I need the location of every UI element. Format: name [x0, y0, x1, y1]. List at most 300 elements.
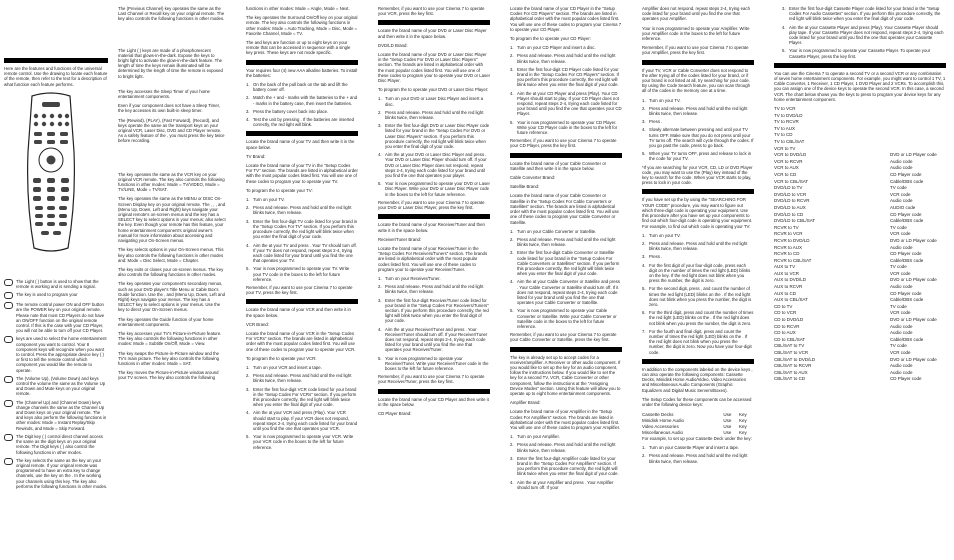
step-text: Your is now programmed to operate your DVD or Laser Disc Player. Write your DVD or Laser Disc Player code in the boxes to the left for future reference. [385, 181, 490, 197]
step-item [510, 237, 622, 247]
column-cd-cable-amp [510, 6, 622, 493]
step-text: The (Volume Up), (Volume Down) and keys control the volume the same as the Volume Up and Down and Mute keys on your original remote. [16, 375, 106, 397]
step-number: 2. [510, 442, 514, 448]
step-number: 3. [510, 66, 514, 72]
mode-code-type: CD Player code [890, 376, 922, 382]
mode-code-type: Cable/DBS code [890, 336, 924, 342]
step-number: 5. [510, 119, 514, 125]
key-desc: The key swaps the Picture-in-Picture window and the TV's main picture. The key also controls the following functions in other modes: Mode = SAT. [118, 350, 220, 366]
mode-assign-body: You can use the Cinema 7 to operate a second TV or a second VCR or any combination of seven home entertainment components. For example, you might want to control 1 TV, 1 Cable Converter, 1 Receiver, 1 CD Player, 1 DVD Player and 2 VCRs. To accomplish this, you can assign one of the device keys to operate the second VCR. In this case, a second VCR. The chart below shows you the keys to press to program your device keys for any home entertainment component. [774, 70, 946, 102]
step-text: The (Channel Up) and (Channel Down) keys change channels the same as the Channel Up and Down keys on your original remote. The and keys also perform the following functions in other modes: Mode = Instant Replay/Skip Rewinds, and Mode = Skip Forward. [16, 399, 107, 431]
mode-keys [832, 165, 888, 170]
step-number: 4. [246, 410, 250, 416]
step-item [378, 298, 490, 324]
dvd-intro: Locate the brand name of your DVD or Laser Disc Player and then write it in the space below. [378, 28, 487, 39]
step-item [642, 98, 754, 103]
step-number: 7. [642, 328, 646, 334]
mode-name: DVD/LD to RCVR [774, 198, 810, 204]
features-list [4, 279, 108, 489]
assign-body: In addition to the components labeled on the device keys , can also operate the following components: Cassette Decks, Minidisk Home Audio/Video, Video Accessories and Miscellaneous Audio Components (Graphic Equalizers and Digital Music Servers/Boxes). [642, 366, 753, 393]
step-number: 1. [246, 197, 250, 203]
vcr-body: Locate the brand name of your VCR in the "Setup Codes For VCRs" section. The brands are listed in alphabetical order with the most popular codes listed first. You will use one of these codes to program your to operate your VCR. [246, 330, 356, 352]
mode-code-type: CD Player code [890, 171, 922, 177]
section-bar [642, 359, 754, 364]
mode-name: VCR to CD [774, 171, 797, 177]
mode-code-type: DVD or LD Player code [890, 356, 937, 362]
table-cell: Cassette Decks [642, 411, 674, 417]
step-text: Aim the at your Cassette Player and press (Play). Your Cassette Player should play tape. If your Cassette Player does not respond, repeat steps 2-4, trying each code listed for your brand until you find the one that operates your Cassette Player. [789, 24, 944, 46]
step-item [642, 286, 754, 307]
step-number: 2. [378, 109, 382, 115]
step-item [782, 25, 946, 46]
step-text: Turn on your TV. [649, 232, 681, 238]
mode-keys [832, 231, 888, 236]
mode-name: TV to AUX [774, 125, 796, 131]
section-bar [642, 189, 754, 194]
mode-code-type: VCR code [890, 350, 911, 356]
mode-code-type: VCR code [890, 310, 911, 316]
step-text: The key is used to program your [16, 292, 78, 298]
step-item [4, 400, 108, 431]
mode-name: TV to VCR [774, 106, 796, 112]
table-cell: Use [723, 430, 732, 436]
table-cell: Miscellaneous Audio [642, 430, 684, 436]
section-bar [774, 63, 946, 68]
column-batteries-tv-vcr [246, 6, 358, 453]
step-number: 4. [642, 262, 646, 268]
step-item [642, 254, 754, 259]
key-symbol-icon [4, 336, 13, 343]
mode-code-type: Audio code [890, 198, 913, 204]
step-text: Turn on your Cassette Player and insert a tape. [649, 445, 740, 451]
step-number: 4. [510, 479, 514, 485]
mode-keys [832, 205, 888, 210]
mode-keys [832, 376, 888, 381]
table-cell: Key [738, 424, 747, 430]
step-text: Enter the first four-digit TV code listed for your brand in the "Setup Codes For TV" section. If you perform this procedure correctly, the red light will blink twice when you enter the final digit of your code. [253, 218, 358, 240]
dvd-prog: To program the to operate your DVD or Laser Disc Player: [378, 87, 489, 93]
mode-code-type: AUDIO code [890, 204, 916, 210]
step-text: For the first digit of your four-digit code, press each digit on the number of times the red light (LED) blinks on the key. If the red light does not blink when you press the number, the digit is zero. [649, 262, 751, 284]
key-desc: The key operates the Guide function of your home entertainment components. [118, 316, 214, 327]
section-bar [642, 60, 754, 65]
step-text: Your is now programmed to operate your VCR. Write your VCR code in the boxes to the left for future reference. [253, 434, 354, 450]
step-text: Press and release. Press and hold until the red light blinks twice, then release. [385, 109, 484, 121]
mode-code-type: TV code [890, 185, 907, 191]
mode-code-type: Audio code [890, 158, 913, 164]
step-text: Press and release. Press and hold until the red light blinks twice, then release. [385, 284, 484, 295]
step-item [246, 219, 358, 240]
mode-name: AUX to VCR [774, 270, 800, 276]
step-number: 1. [378, 96, 382, 102]
mode-keys [832, 350, 888, 355]
find-body: If you have set up the by using the "SEARCHING FOR YOUR CODE" procedure, you may want to figure out which three-digit code is operating your equipment. Use this procedure after you have set up your components to find out which four-digit code is operating your equipment. For example, to find out which code is operating your TV: [642, 197, 753, 229]
step-text: Turn on your Receiver/Tuner. [385, 275, 441, 281]
step-item [246, 410, 358, 431]
step-item [378, 181, 490, 197]
step-item [642, 119, 754, 124]
cd-brand-line: CD Player Brand: [378, 410, 412, 416]
mode-keys [832, 119, 888, 124]
table-cell: Video Accessories [642, 424, 679, 430]
step-number: 2. [510, 53, 514, 59]
step-item [642, 310, 754, 326]
step-text: Enter the first four-digit Cable Converter or Satellite code listed for your brand in the "Setup Codes For Cable Converters or Satellites" section. If you perform this procedure correctly, the red light will blink twice when you enter the final digit of your code. [517, 250, 620, 277]
step-number: 4. [642, 127, 646, 133]
key-symbol-icon [4, 400, 13, 407]
step-item [4, 434, 108, 455]
step-text: Aim the at your Receiver/Tuner and press . Your Receiver/Tuner should turn off. If your Receiver/Tuner does not respond, repeat steps 2-4, trying each code listed for your brand until you find the one that operates your Receiver/Tuner. [385, 326, 488, 353]
step-text: Your is now programmed to operate your Cable Converter or Satellite. Write your Cable Converter or Satellite code in the boxes to the left for future reference. [517, 308, 617, 329]
mode-keys [832, 317, 888, 322]
step-text: Enter the first four-digit DVD or Laser Disc Player code listed for your brand in the "Setup Codes For DVD or Laser Disc Players" section. If you perform this procedure correctly, the red light will blink twice when you enter the final digit of your code. [385, 123, 490, 150]
step-item [4, 336, 108, 372]
step-text: Your is now programmed to operate your CD Player. Write your CD Player code in the boxes to the left for future reference. [517, 119, 618, 136]
mode-keys [832, 370, 888, 375]
step-number: 3. [246, 386, 250, 392]
search-note: *If you are searching for your VCR, CD, LD or DVD Player code, you may want to use the (Play) key instead of the key to search for the code. When your VCR starts to play, press to lock in your code. [642, 164, 753, 186]
key-symbol-icon [4, 458, 13, 465]
step-text: Press . [649, 254, 663, 260]
mode-code-type: DVD or LD Player code [890, 152, 937, 158]
mode-name: TV to RCVR [774, 119, 799, 125]
step-item [246, 243, 358, 264]
step-item [4, 376, 108, 397]
step-item [510, 442, 622, 452]
step-number: 4. [510, 90, 514, 96]
step-text: Enter the first four-digit CD Player code listed for your brand in the "Setup Codes For CD Players" section. If you perform this procedure correctly, the red light will blink twice when you enter the final digit of your code. [517, 66, 619, 88]
step-text: For the second digit, press , and count the number of times the red light (LED) blinks on the . If the red light does not blink when you press the number, the digit is zero. [649, 286, 752, 307]
table-cell: Use [723, 417, 732, 423]
mode-name: TV to CD [774, 132, 793, 138]
step-number: 2. [642, 453, 646, 459]
mode-code-type: Audio code [890, 323, 913, 329]
search-body: If your TV, VCR or Cable Converter does not respond to the after trying all of the codes listed for your brand, or if your brand is not listed at all, try searching for your code. By using the Code Search feature, you can scan through all of the codes in the memory one at a time. [642, 67, 750, 94]
vcr-intro: Locate the brand name of your VCR and then write it in the space below. [246, 307, 351, 318]
mode-name: AUX to CD [774, 290, 797, 296]
step-number: 5. [510, 308, 514, 314]
mode-keys [832, 271, 888, 276]
step-item [246, 373, 358, 383]
step-text: Press and release. Press and hold until the red light blinks twice, then release. [517, 53, 616, 64]
step-number: 3. [378, 123, 382, 129]
step-text: Press the battery cover back into place. [253, 108, 329, 114]
step-text: Press and release. Press and hold until the red light blinks twice, then release. [649, 240, 748, 252]
step-number: 3. [378, 297, 382, 303]
features-intro: Here are the features and functions of the universal remote control. Use the drawing to locate each feature of the remote, then refer to the text for a description of what function each feature performs. [4, 66, 108, 87]
mode-keys [832, 284, 888, 289]
step-item [378, 123, 490, 149]
step-item [4, 458, 108, 489]
recv-remember: Remember, if you want to use your Cinema 7 to operate your Receiver/Tuner, press the key first. [378, 374, 485, 385]
mode-name: DVD/LD to CBL/SAT [774, 218, 816, 224]
step-number: 1. [510, 45, 514, 51]
mode-code-type: TV code [890, 224, 907, 230]
step-item [642, 453, 754, 463]
step-number: 1. [378, 275, 382, 281]
mode-code-type: DVD or LD Player code [890, 277, 937, 283]
cassette-steps [774, 6, 946, 59]
step-item [510, 279, 622, 305]
mode-name: CBL/SAT to VCR [774, 350, 809, 356]
sat-brand-line: Satellite Brand: [510, 184, 540, 190]
step-number: 3. [246, 218, 250, 224]
key-symbol-icon [4, 376, 13, 383]
cd-prog: To program the to operate your CD Player: [510, 36, 591, 42]
step-number: 5. [378, 355, 382, 361]
step-number: 5. [642, 151, 646, 157]
table-cell: Use [723, 411, 732, 417]
step-text: Match the + and - marks with the batteries to the + and - marks in the battery case, then insert the batteries. [253, 95, 358, 106]
step-text: Enter the first four-digit Amplifier code listed for your brand in the "Setup Codes For Amplifiers" section. If you perform this procedure correctly, the red light will blink twice when you enter the final digit of your code. [517, 455, 619, 477]
step-text: The Digit key ( ) control direct channel access the same as the digit keys on your original remote. The Digit keys ( ) also control the following functions in other modes. [16, 433, 103, 455]
table-cell: Minidisk Home Audio [642, 417, 685, 423]
step-text: When your TV turns OFF, press and release to lock in the code for your TV. [649, 151, 752, 162]
step-item [782, 48, 946, 58]
step-item [246, 365, 358, 370]
step-item [510, 120, 622, 136]
cd-body: Locate the brand name of your CD Player in the "Setup Codes For CD Players" section. The brands are listed in alphabetical order with the most popular codes listed first. You will use one of these codes to program your Cinema 7 to operate your CD Player. [510, 6, 622, 32]
mode-name: RCVR to TV [774, 224, 799, 230]
mode-code-type: Audio code [890, 284, 913, 290]
key-desc: The key exits or closes your on-screen menus. The key also controls the following functions in other modes. [118, 266, 224, 278]
mode-code-type [890, 106, 946, 111]
column-search-assign [642, 6, 754, 467]
dvd-body: Locate the brand name of your DVD or Laser Disc Player in the "Setup Codes For DVD or Laser Disc Players" section. The brands are listed in alphabetical order with the most popular codes listed first. You will use one of these codes to program your to operate your DVD or Laser Disc Player. [378, 52, 491, 84]
step-item [246, 205, 358, 215]
step-item [510, 456, 622, 477]
mode-name: CD to RCVR [774, 323, 800, 329]
mode-keys [832, 343, 888, 348]
step-text: Turn on your DVD or Laser Disc Player and insert a disc. [385, 96, 483, 107]
step-number: 1. [510, 228, 514, 234]
mode-name: TV to CBL/SAT [774, 139, 805, 145]
step-item [510, 250, 622, 276]
step-number: 3. [246, 108, 250, 114]
mode-name: CD to TV [774, 303, 793, 309]
mode-code-type: Audio code [890, 363, 913, 369]
mode-name: CD to DVD/LD [774, 317, 804, 323]
battery-steps [246, 82, 358, 127]
step-item [510, 91, 622, 117]
mode-code-type: Cable/DBS code [890, 257, 924, 263]
step-text: keys are used to select the home entertainment component you want to control. Your 8 component keys will recognize when you want to control. Press the appropriate device key ( ) or first to tell the remote control which component you would like the remote to operate. [16, 336, 107, 373]
mode-name: RCVR to AUX [774, 244, 803, 250]
step-item [510, 229, 622, 234]
step-item [246, 197, 358, 202]
mode-code-type: CD Player code [890, 290, 922, 296]
mode-keys [832, 185, 888, 190]
key-desc: The key moves the Picture-in-Picture window around your TV screen. The key also controls the following [118, 370, 219, 381]
dvd-brand-line: DVD/LD Brand: [378, 42, 408, 48]
cable-intro: Locate the brand name of your Cable Converter or Satellite and then write it in the space below. [510, 160, 607, 171]
step-item [510, 53, 622, 63]
assign-example: For example, to set up your Cassette Deck under the key: [642, 436, 752, 441]
step-number: 2. [642, 240, 646, 246]
key-desc: The (Rewind), (PLAY), (Fast Forward), (Record), and keys operate the same as the transport keys on your original VCR, Laser Disc, DVD and CD Player remote. As a safety feature of the , you must press the key twice before recording. [118, 117, 225, 144]
amp-body: The key is already set up to accept codes for a receiver/amplifier. A Receiver or other audio component. If you would like to set up the key for an audio component, follow the instructions below. If you would like to set the key for a second TV, VCR, Cable Converter or other component, follow the instructions at the "Assigning Device Modes" section. Using this feature will allow you to operate up to eight home entertainment components. [510, 354, 621, 396]
step-text: Aim the at your VCR and press (Play). Your VCR should start to play. If your VCR does not respond, repeat steps 2-4, trying each code listed for your brand until you find the one that operates your VCR. [253, 410, 358, 431]
mode-keys [832, 126, 888, 131]
step-number: 5. [782, 48, 786, 54]
cd-remember: Remember, if you want to use your Cinema 7 to operate your CD Player, press the key first. [510, 138, 617, 149]
section-bar [378, 214, 490, 219]
step-item [378, 276, 490, 281]
recv-steps [378, 276, 490, 371]
mode-keys [832, 192, 888, 197]
vcr-brand-line: VCR Brand: [246, 321, 269, 327]
mode-code-type: Audio code [890, 330, 913, 336]
amp-cont: Your is now programmed to operate your Amplifier. Write your Amplifier code in the boxes to the left for future reference. [642, 25, 750, 42]
mode-name: AUX to RCVR [774, 284, 803, 290]
step-item [246, 82, 358, 92]
mode-assignment-table [774, 106, 946, 382]
mode-keys [832, 139, 888, 144]
mode-name: CD to CBL/SAT [774, 336, 806, 342]
mode-code-type [890, 126, 946, 131]
step-item [4, 302, 108, 333]
section-bar [246, 131, 358, 136]
step-number: 2. [510, 236, 514, 242]
step-item [378, 110, 490, 120]
recv-brand-line: Receiver/Tuner Brand: [378, 236, 422, 242]
mode-name: VCR to CBL/SAT [774, 178, 809, 184]
key-symbol-icon [4, 292, 13, 299]
step-item [246, 117, 358, 127]
step-number: 3. [642, 254, 646, 260]
column-cassette-modes [774, 6, 946, 382]
find-steps [642, 233, 754, 355]
step-number: 1. [642, 97, 646, 103]
mode-name: CD to VCR [774, 310, 797, 316]
mode-name: DVD/LD to VCR [774, 191, 807, 197]
step-item [246, 109, 358, 114]
step-number: 5. [246, 434, 250, 440]
key-desc: functions in other modes: Mode = Angle, Mode = Next. [246, 6, 350, 11]
step-number: 3. [642, 119, 646, 125]
mode-keys [832, 159, 888, 164]
step-item [642, 151, 754, 161]
step-item [246, 266, 358, 282]
section-bar [246, 60, 358, 65]
step-text: Test the unit by pressing . If the batteries are inserted correctly, the red light will blink. [253, 117, 355, 128]
step-text: Turn on your VCR and insert a tape. [253, 364, 322, 370]
mode-name: AUX to CBL/SAT [774, 297, 808, 303]
key-symbol-icon [4, 434, 13, 441]
step-number: 1. [246, 82, 250, 88]
battery-intro: Your requires four (4) new AAA alkaline batteries. To install the batteries: [246, 67, 358, 78]
mode-name: RCVR to CD [774, 251, 800, 257]
mode-code-type [890, 119, 946, 124]
assign-steps [642, 445, 754, 464]
key-desc: The key accesses your TV's Picture-in-Picture feature. The key also controls the following functions in other modes: Mode = Subtitle On/Off, Mode = View. [118, 330, 222, 347]
step-number: 4. [246, 242, 250, 248]
tv-steps [246, 197, 358, 282]
amp-steps [510, 434, 622, 490]
step-text: Press and release. Press and hold until the red light blinks twice, then release. [649, 453, 748, 464]
mode-keys [832, 297, 888, 302]
mode-keys [832, 172, 888, 177]
step-text: For the third digit, press and count the number of times the red light (LED) blinks on the . If the red light does not blink when you press the number, the digit is zero. [649, 310, 754, 326]
mode-code-type: CD Player code [890, 211, 922, 217]
key-desc: The key operates your component's secondary menus, such as your DVD player's Title Menu or Cable Box's Guide function. Use the , and (Menu Up, Down, Left and Right) keys navigate your menus. The key has a SELECT key to select options in your menus. Use the key to direct your On-Screen menus. [118, 281, 226, 313]
mode-name: CD to AUX [774, 330, 796, 336]
step-text: Press and release. Press and hold until the red light blinks twice, then release. [649, 105, 748, 117]
step-text: Enter the first four-digit Receiver/Tuner code listed for your brand in the "Setup Codes For Receivers/Tuners" section. If you perform this procedure correctly, the red light will blink twice when you enter the final digit of your code. [385, 297, 489, 324]
amp-cont: Amplifier does not respond, repeat steps 2-4, trying each code listed for your brand until you find the one that operates your Amplifier. [642, 6, 750, 22]
step-number: 2. [246, 373, 250, 379]
step-item [642, 106, 754, 116]
step-item [782, 6, 946, 22]
step-item [510, 434, 622, 439]
mode-code-type: DVD or LD Player code [890, 237, 937, 243]
recv-intro: Locate the brand name of your Receiver/Tuner and then write it in the space below. [378, 222, 485, 233]
step-text: Aim the at your DVD or Laser Disc Player and press . Your DVD or Laser Disc Player should turn off. If your DVD or Laser Disc Player does not respond, repeat steps 2-4, trying each code listed for your brand until you find the one that operates your player. [385, 152, 487, 179]
table-cell: Use [723, 424, 732, 430]
mode-name: VCR to RCVR [774, 158, 803, 164]
step-number: 5. [378, 181, 382, 187]
mode-keys [832, 179, 888, 184]
section-bar [4, 58, 108, 63]
mode-name: DVD/LD to CD [774, 211, 804, 217]
mode-keys [832, 152, 888, 157]
step-item [642, 127, 754, 148]
mode-name: DVD/LD to TV [774, 185, 803, 191]
mode-keys [832, 113, 888, 118]
mode-keys [832, 357, 888, 362]
mode-name: DVD/LD to AUX [774, 204, 806, 210]
step-number: 1. [510, 434, 514, 440]
column-dvd-receiver [378, 6, 490, 420]
section-bar [378, 389, 490, 394]
mode-code-type: TV code [890, 264, 907, 270]
step-item [510, 308, 622, 329]
step-number: 4. [246, 117, 250, 123]
mode-keys [832, 245, 888, 250]
step-text: On the back of the pull back on the tab and lift the battery cover off. [253, 82, 348, 93]
step-item [378, 356, 490, 372]
step-text: Enter the first four-digit Cassette Player code listed for your brand in the "Setup Codes For Audio Cassettes" section. If you perform this procedure correctly, the red light will blink twice when you enter the final digit of your code. [789, 6, 941, 22]
step-item [642, 445, 754, 450]
step-number: 4. [378, 326, 382, 332]
step-item [642, 241, 754, 251]
mode-code-type: Audio code [890, 165, 913, 171]
amp-brand-line: Amplifier Brand: [510, 400, 541, 406]
mode-keys [832, 277, 888, 282]
tv-body: Locate the brand name of your TV in the "Setup Codes For TV" section. The brands are listed in alphabetical order with the most popular codes listed first. You will use one of these codes to program your to operate your TV. [246, 163, 358, 184]
key-desc: The and keys are function or up to eight keys on your remote that can be accessed in sequence with a single key press. These keys are not mode specific. [246, 40, 351, 56]
mode-keys [832, 304, 888, 309]
mode-keys [832, 225, 888, 230]
step-item [642, 233, 754, 238]
step-text: Turn on your TV. [649, 97, 681, 103]
step-item [510, 67, 622, 88]
mode-code-type: VCR code [890, 231, 911, 237]
mode-keys [832, 238, 888, 243]
key-desc: The key operates the same as the MENU or DISC On-Screen Display key on your original remote. The , , , and (Menu Up, Down, Left and Right) keys navigate your original remote's on-screen menus and the key has a SELECT key to select options in your menus; also select the key. Even though your remote has this feature, your home entertainment component's original owner's manual for more information about accessing and navigating your On-Screen menus. [118, 196, 226, 244]
step-text: Press and release. Press and hold until the red light blinks twice, then release. [253, 373, 352, 384]
tv-prog: To program the to operate your TV: [246, 187, 313, 193]
mode-code-type: CD Player code [890, 251, 922, 257]
mode-keys [832, 106, 888, 111]
section-bar [510, 153, 622, 158]
mode-keys [832, 251, 888, 256]
step-text: Press and release. Press and hold until the red light blinks twice, then release. [517, 442, 616, 453]
cd-steps [510, 45, 622, 135]
table-cell: Key [738, 411, 747, 417]
step-item [378, 152, 490, 178]
step-item [4, 279, 108, 289]
